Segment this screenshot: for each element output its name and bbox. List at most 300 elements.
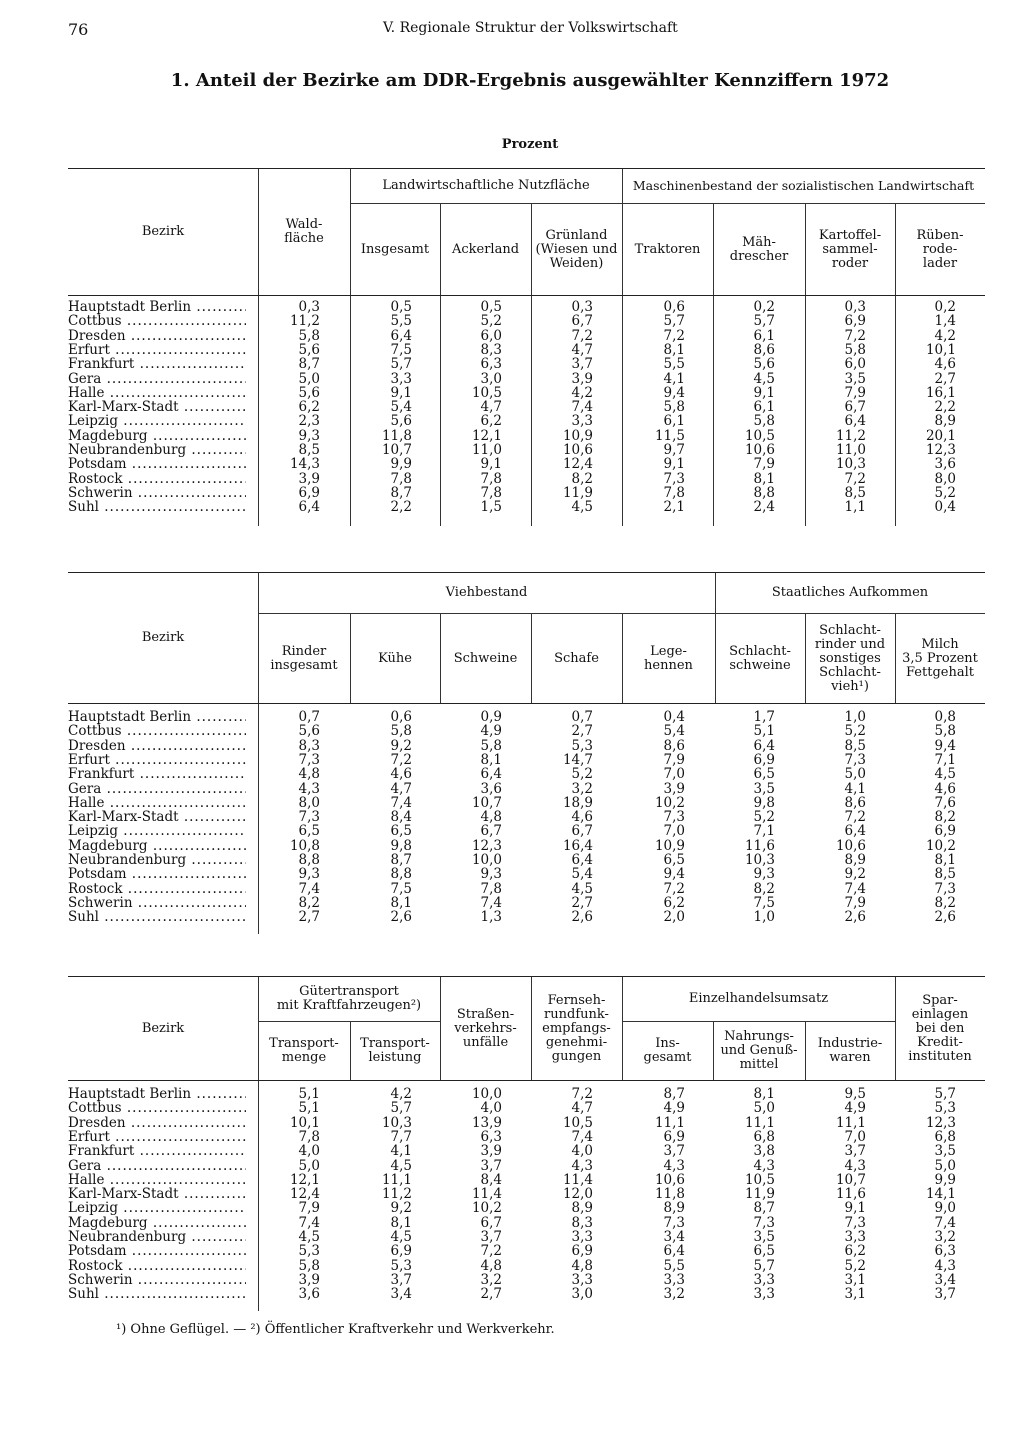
- table-cell: 2,7: [571, 894, 593, 911]
- table-cell: 4,3: [934, 1257, 956, 1274]
- table-cell: 18,9: [562, 794, 593, 811]
- col-header-waldflaeche: Wald- fläche: [284, 217, 324, 246]
- table-cell: 7,9: [298, 1200, 320, 1217]
- table-cell: 11,2: [381, 1186, 412, 1203]
- table-cell: 0,3: [298, 299, 320, 315]
- table-row: [68, 810, 985, 824]
- table-cell: 10,6: [562, 442, 593, 458]
- table-cell: 6,1: [753, 327, 775, 344]
- group-header-lnf: Landwirtschaftliche Nutzfläche: [382, 178, 590, 193]
- table-cell: 2,7: [480, 1286, 502, 1303]
- table-cell: 10,3: [744, 852, 775, 868]
- table-cell: 5,8: [298, 1257, 320, 1274]
- table-cell: 3,2: [934, 1229, 956, 1245]
- table-row: [68, 500, 985, 514]
- table-cell: 8,2: [571, 470, 593, 487]
- table-cell: 8,1: [934, 852, 956, 868]
- table-cell: 8,7: [663, 1086, 685, 1102]
- table-cell: 5,7: [753, 1257, 775, 1274]
- table-cell: 9,3: [298, 427, 320, 444]
- table-cell: 3,3: [753, 1271, 775, 1288]
- table-cell: 3,5: [934, 1143, 956, 1160]
- table-cell: 11,8: [654, 1186, 685, 1203]
- table-cell: 8,1: [480, 751, 502, 768]
- table-row: [68, 1244, 985, 1258]
- bezirk-name: Halle .....: [68, 386, 246, 400]
- page-number: 76: [68, 20, 89, 39]
- bezirk-name: Frankfurt .....: [68, 767, 246, 781]
- bezirk-name: Potsdam .....: [68, 1244, 246, 1258]
- table-cell: 6,9: [934, 823, 956, 840]
- table-header: [68, 169, 985, 296]
- table-cell: 12,3: [471, 837, 502, 854]
- table-cell: 0,6: [663, 299, 685, 315]
- bezirk-name: Neubrandenburg .....: [68, 853, 246, 867]
- table-cell: 12,3: [925, 1114, 956, 1131]
- table-cell: 11,1: [744, 1114, 775, 1131]
- table-cell: 2,4: [753, 499, 775, 516]
- table-cell: 4,7: [480, 399, 502, 416]
- table-cell: 8,9: [571, 1200, 593, 1217]
- table-cell: 3,3: [844, 1229, 866, 1245]
- table-cell: 4,6: [934, 780, 956, 797]
- table-cell: 11,5: [654, 427, 685, 444]
- table-cell: 3,6: [934, 456, 956, 473]
- bezirk-name: Suhl .....: [68, 500, 246, 514]
- col-header-spareinlagen: Spar- einlagen bei den Kredit- instituten: [908, 992, 972, 1064]
- table-cell: 6,0: [844, 356, 866, 373]
- bezirk-name: Neubrandenburg .....: [68, 443, 246, 457]
- table-row: [68, 1116, 985, 1130]
- table-row: [68, 343, 985, 357]
- table-cell: 5,4: [663, 723, 685, 740]
- table-cell: 3,6: [480, 780, 502, 797]
- table-cell: 14,7: [562, 751, 593, 768]
- table-cell: 16,4: [562, 837, 593, 854]
- table-cell: 12,3: [925, 442, 956, 458]
- table-cell: 9,9: [390, 456, 412, 473]
- table-cell: 6,5: [753, 1243, 775, 1260]
- bezirk-name: Potsdam .....: [68, 867, 246, 881]
- table-cell: 9,9: [934, 1171, 956, 1188]
- table-cell: 4,9: [663, 1100, 685, 1117]
- table-cell: 8,4: [390, 809, 412, 826]
- table-row: [68, 314, 985, 328]
- table-cell: 4,5: [298, 1229, 320, 1245]
- table-cell: 0,5: [390, 299, 412, 315]
- table-cell: 8,1: [663, 341, 685, 358]
- table-cell: 10,3: [381, 1114, 412, 1131]
- table-cell: 5,1: [753, 723, 775, 740]
- table-cell: 4,5: [571, 499, 593, 516]
- table-cell: 7,2: [571, 1086, 593, 1102]
- table-cell: 7,6: [934, 794, 956, 811]
- col-header-bezirk: Bezirk: [141, 224, 185, 239]
- table-cell: 10,7: [381, 442, 412, 458]
- col-header-schweine: Schweine: [453, 650, 518, 666]
- table-cell: 11,0: [835, 442, 866, 458]
- table-cell: 4,9: [844, 1100, 866, 1117]
- table-cell: 9,2: [390, 1200, 412, 1217]
- table-cell: 7,5: [390, 341, 412, 358]
- table-cell: 6,4: [844, 823, 866, 840]
- table-cell: 6,9: [753, 751, 775, 768]
- table-cell: 7,8: [480, 484, 502, 501]
- table-cell: 2,6: [390, 909, 412, 926]
- table-cell: 12,1: [471, 427, 502, 444]
- table-cell: 3,2: [480, 1271, 502, 1288]
- table-cell: 2,7: [298, 909, 320, 926]
- table-cell: 7,3: [663, 470, 685, 487]
- table-cell: 6,4: [844, 413, 866, 430]
- table-cell: 10,2: [654, 794, 685, 811]
- table-cell: 7,4: [298, 880, 320, 897]
- table-cell: 3,7: [844, 1143, 866, 1160]
- table-cell: 6,9: [298, 484, 320, 501]
- table-row: [68, 457, 985, 471]
- table-cell: 6,3: [480, 356, 502, 373]
- table-cell: 5,2: [844, 1257, 866, 1274]
- bezirk-name: Karl-Marx-Stadt .....: [68, 1187, 246, 1201]
- table-cell: 14,1: [925, 1186, 956, 1203]
- table-cell: 4,8: [571, 1257, 593, 1274]
- table-cell: 12,4: [562, 456, 593, 473]
- table-cell: 10,0: [471, 852, 502, 868]
- table-row: [68, 882, 985, 896]
- table-cell: 4,3: [753, 1157, 775, 1174]
- table-cell: 4,1: [844, 780, 866, 797]
- table-cell: 5,4: [571, 866, 593, 883]
- bezirk-name: Neubrandenburg .....: [68, 1230, 246, 1244]
- table-cell: 3,3: [753, 1286, 775, 1303]
- col-header-insgesamt: Ins- gesamt: [643, 1036, 692, 1065]
- table-cell: 10,9: [562, 427, 593, 444]
- table-row: [68, 1216, 985, 1230]
- table-agriculture: [68, 168, 985, 526]
- table-cell: 8,5: [298, 442, 320, 458]
- table-cell: 7,5: [753, 894, 775, 911]
- table-cell: 0,8: [934, 709, 956, 725]
- table-cell: 8,9: [844, 852, 866, 868]
- table-cell: 3,7: [663, 1143, 685, 1160]
- unit-label: Prozent: [501, 137, 559, 152]
- table-cell: 4,7: [571, 341, 593, 358]
- table-cell: 8,8: [753, 484, 775, 501]
- table-cell: 7,9: [844, 894, 866, 911]
- table-cell: 4,6: [934, 356, 956, 373]
- table-cell: 4,5: [934, 766, 956, 783]
- table-cell: 6,5: [663, 852, 685, 868]
- table-cell: 8,9: [934, 413, 956, 430]
- table-cell: 0,9: [480, 709, 502, 725]
- table-cell: 6,4: [753, 737, 775, 754]
- table-cell: 10,5: [744, 1171, 775, 1188]
- table-cell: 7,3: [663, 1214, 685, 1231]
- table-cell: 5,0: [844, 766, 866, 783]
- table-cell: 10,6: [835, 837, 866, 854]
- bezirk-name: Hauptstadt Berlin .....: [68, 300, 246, 314]
- table-cell: 12,4: [289, 1186, 320, 1203]
- table-cell: 0,4: [934, 499, 956, 516]
- table-cell: 3,0: [480, 370, 502, 387]
- bezirk-name: Suhl .....: [68, 1287, 246, 1301]
- table-cell: 5,6: [753, 356, 775, 373]
- table-cell: 5,1: [298, 1086, 320, 1102]
- col-header-milch: Milch 3,5 Prozent Fettgehalt: [902, 636, 978, 680]
- col-header-schlachtschweine: Schlacht- schweine: [729, 643, 791, 673]
- table-cell: 7,1: [753, 823, 775, 840]
- table-cell: 6,2: [663, 894, 685, 911]
- table-cell: 2,7: [571, 723, 593, 740]
- table-cell: 8,7: [298, 356, 320, 373]
- table-cell: 6,3: [934, 1243, 956, 1260]
- table-cell: 0,6: [390, 709, 412, 725]
- table-cell: 7,5: [390, 880, 412, 897]
- table-cell: 7,0: [663, 823, 685, 840]
- table-cell: 9,8: [753, 794, 775, 811]
- bezirk-name: Schwerin .....: [68, 896, 246, 910]
- table-cell: 5,2: [753, 809, 775, 826]
- bezirk-name: Gera .....: [68, 782, 246, 796]
- table-cell: 7,8: [480, 470, 502, 487]
- table-cell: 7,2: [844, 809, 866, 826]
- bezirk-name: Karl-Marx-Stadt .....: [68, 810, 246, 824]
- table-cell: 9,3: [298, 866, 320, 883]
- table-cell: 6,4: [571, 852, 593, 868]
- table-cell: 9,5: [844, 1086, 866, 1102]
- table-cell: 4,1: [663, 370, 685, 387]
- table-cell: 4,5: [390, 1157, 412, 1174]
- table-row: [68, 839, 985, 853]
- table-row: [68, 1273, 985, 1287]
- col-header-strassenverkehrsunfaelle: Straßen- verkehrs- unfälle: [454, 1006, 517, 1050]
- table-row: [68, 853, 985, 867]
- table-cell: 8,2: [753, 880, 775, 897]
- table-cell: 5,8: [934, 723, 956, 740]
- table-cell: 10,2: [925, 837, 956, 854]
- running-head: V. Regionale Struktur der Volkswirtschaft: [383, 20, 678, 36]
- table-cell: 5,1: [298, 1100, 320, 1117]
- table-cell: 5,8: [390, 723, 412, 740]
- table-cell: 11,4: [562, 1171, 593, 1188]
- bezirk-name: Frankfurt .....: [68, 357, 246, 371]
- table-cell: 8,6: [663, 737, 685, 754]
- table-cell: 5,5: [390, 313, 412, 330]
- table-header: [68, 977, 985, 1081]
- bezirk-name: Cottbus .....: [68, 314, 246, 328]
- table-cell: 1,0: [844, 709, 866, 725]
- table-cell: 11,9: [744, 1186, 775, 1203]
- table-row: [68, 329, 985, 343]
- table-cell: 6,9: [390, 1243, 412, 1260]
- table-cell: 6,2: [844, 1243, 866, 1260]
- bezirk-name: Leipzig .....: [68, 414, 246, 428]
- table-cell: 11,2: [835, 427, 866, 444]
- col-header-gruenland: Grünland (Wiesen und Weiden): [535, 227, 618, 271]
- table-row: [68, 1230, 985, 1244]
- table-cell: 8,0: [934, 470, 956, 487]
- table-cell: 9,7: [663, 442, 685, 458]
- table-cell: 10,8: [289, 837, 320, 854]
- table-cell: 5,6: [298, 723, 320, 740]
- table-cell: 5,6: [298, 384, 320, 401]
- table-cell: 2,2: [934, 399, 956, 416]
- col-header-ruebenrodelader: Rüben- rode- lader: [916, 227, 964, 271]
- table-cell: 5,4: [390, 399, 412, 416]
- table-cell: 9,2: [390, 737, 412, 754]
- table-cell: 3,1: [844, 1271, 866, 1288]
- table-cell: 1,0: [753, 909, 775, 926]
- table-cell: 8,7: [390, 484, 412, 501]
- table-cell: 10,5: [471, 384, 502, 401]
- col-header-bezirk: Bezirk: [141, 1020, 185, 1036]
- table-cell: 5,0: [753, 1100, 775, 1117]
- table-cell: 4,5: [571, 880, 593, 897]
- table-row: [68, 896, 985, 910]
- table-row: [68, 1259, 985, 1273]
- table-cell: 4,0: [298, 1143, 320, 1160]
- col-header-kuehe: Kühe: [378, 650, 412, 666]
- col-header-rinder: Rinder insgesamt: [270, 643, 338, 673]
- table-cell: 8,1: [390, 894, 412, 911]
- table-cell: 9,4: [663, 384, 685, 401]
- table-cell: 7,2: [844, 327, 866, 344]
- table-cell: 4,5: [753, 370, 775, 387]
- table-cell: 11,1: [381, 1171, 412, 1188]
- table-cell: 3,3: [571, 1229, 593, 1245]
- col-header-schlachtrinder: Schlacht- rinder und sonstiges Schlacht- vieh¹): [814, 622, 886, 694]
- table-cell: 3,3: [571, 413, 593, 430]
- table-cell: 5,3: [390, 1257, 412, 1274]
- table-cell: 5,0: [298, 370, 320, 387]
- table-row: [68, 824, 985, 838]
- table-cell: 6,4: [663, 1243, 685, 1260]
- bezirk-name: Hauptstadt Berlin .....: [68, 1087, 246, 1101]
- table-cell: 11,1: [835, 1114, 866, 1131]
- table-cell: 0,5: [480, 299, 502, 315]
- footnote: ¹) Ohne Geflügel. — ²) Öffentlicher Kraftverkehr und Werkverkehr.: [116, 1322, 555, 1337]
- table-cell: 6,5: [390, 823, 412, 840]
- table-cell: 5,8: [753, 413, 775, 430]
- table-row: [68, 486, 985, 500]
- table-cell: 6,4: [298, 499, 320, 516]
- bezirk-name: Erfurt .....: [68, 1130, 246, 1144]
- table-cell: 3,7: [480, 1229, 502, 1245]
- table-row: [68, 472, 985, 486]
- table-cell: 5,6: [298, 341, 320, 358]
- table-cell: 11,1: [654, 1114, 685, 1131]
- table-row: [68, 443, 985, 457]
- bezirk-name: Dresden .....: [68, 329, 246, 343]
- table-row: [68, 1187, 985, 1201]
- table-header: [68, 573, 985, 704]
- table-cell: 7,8: [663, 484, 685, 501]
- bezirk-name: Dresden .....: [68, 1116, 246, 1130]
- table-cell: 10,7: [471, 794, 502, 811]
- col-header-ackerland: Ackerland: [451, 241, 520, 257]
- table-cell: 3,3: [390, 370, 412, 387]
- bezirk-name: Magdeburg .....: [68, 839, 246, 853]
- table-row: [68, 1144, 985, 1158]
- bezirk-name: Suhl .....: [68, 910, 246, 924]
- group-header-maschinen: Maschinenbestand der sozialistischen Landwirtschaft: [632, 178, 975, 193]
- table-cell: 10,3: [835, 456, 866, 473]
- col-header-nahrungsmittel: Nahrungs- und Genuß- mittel: [720, 1029, 798, 1072]
- group-header-guetertransport: Gütertransport mit Kraftfahrzeugen²): [276, 984, 422, 1013]
- table-cell: 2,6: [844, 909, 866, 926]
- table-cell: 5,2: [844, 723, 866, 740]
- table-row: [68, 1101, 985, 1115]
- table-cell: 11,8: [381, 427, 412, 444]
- table-row: [68, 710, 985, 724]
- table-cell: 4,5: [390, 1229, 412, 1245]
- table-cell: 8,2: [934, 894, 956, 911]
- table-cell: 6,2: [480, 413, 502, 430]
- bezirk-name: Dresden .....: [68, 739, 246, 753]
- table-cell: 4,2: [571, 384, 593, 401]
- table-cell: 9,4: [934, 737, 956, 754]
- table-cell: 6,7: [571, 823, 593, 840]
- table-cell: 6,5: [298, 823, 320, 840]
- table-livestock: [68, 572, 985, 934]
- table-cell: 5,7: [390, 1100, 412, 1117]
- table-cell: 7,3: [844, 1214, 866, 1231]
- table-cell: 2,6: [934, 909, 956, 926]
- table-cell: 8,1: [753, 470, 775, 487]
- table-cell: 3,9: [571, 370, 593, 387]
- bezirk-name: Magdeburg .....: [68, 1216, 246, 1230]
- table-cell: 6,7: [480, 823, 502, 840]
- table-cell: 5,8: [663, 399, 685, 416]
- col-header-transportmenge: Transport- menge: [269, 1036, 339, 1065]
- col-header-maehdrescher: Mäh- drescher: [729, 234, 789, 264]
- table-cell: 5,2: [934, 484, 956, 501]
- table-cell: 9,3: [480, 866, 502, 883]
- table-cell: 3,9: [298, 1271, 320, 1288]
- table-cell: 16,1: [925, 384, 956, 401]
- col-header-kartoffelsammelroder: Kartoffel- sammel- roder: [818, 227, 882, 271]
- table-cell: 3,6: [298, 1286, 320, 1303]
- table-cell: 8,5: [844, 737, 866, 754]
- table-cell: 6,4: [390, 327, 412, 344]
- table-cell: 3,0: [571, 1286, 593, 1303]
- table-cell: 7,4: [571, 1128, 593, 1145]
- table-cell: 4,3: [571, 1157, 593, 1174]
- table-row: [68, 867, 985, 881]
- table-cell: 1,3: [480, 909, 502, 926]
- table-cell: 4,2: [390, 1086, 412, 1102]
- table-cell: 6,0: [480, 327, 502, 344]
- table-cell: 8,7: [753, 1200, 775, 1217]
- table-cell: 0,3: [571, 299, 593, 315]
- table-cell: 7,2: [844, 470, 866, 487]
- col-header-schafe: Schafe: [554, 650, 599, 666]
- table-row: [68, 767, 985, 781]
- table-cell: 3,5: [753, 780, 775, 797]
- table-cell: 0,4: [663, 709, 685, 725]
- table-cell: 3,2: [571, 780, 593, 797]
- table-cell: 8,2: [934, 809, 956, 826]
- table-body: [68, 704, 985, 934]
- table-cell: 13,9: [471, 1114, 502, 1131]
- col-header-traktoren: Traktoren: [634, 241, 701, 257]
- table-cell: 9,1: [753, 384, 775, 401]
- table-cell: 6,2: [298, 399, 320, 416]
- table-cell: 0,3: [844, 299, 866, 315]
- table-cell: 1,5: [480, 499, 502, 516]
- table-row: [68, 429, 985, 443]
- table-cell: 8,2: [298, 894, 320, 911]
